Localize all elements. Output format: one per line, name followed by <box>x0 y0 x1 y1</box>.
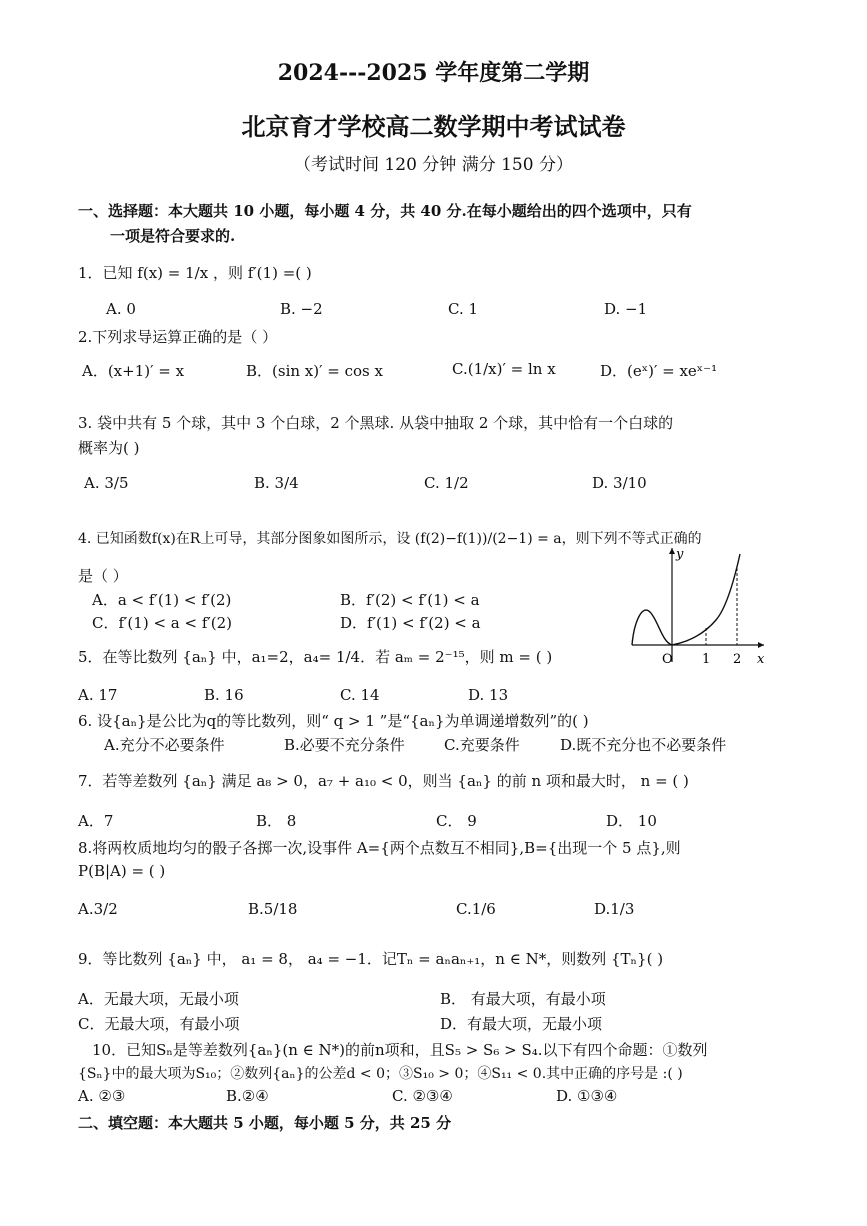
section2-heading: 二、填空题：本大题共 5 小题，每小题 5 分，共 25 分 <box>78 1114 452 1132</box>
question-4-stem-line1: 4. 已知函数f(x)在R上可导，其部分图象如图所示，设 (f(2)−f(1))/(2−1) = a，则下列不等式正确的 <box>78 531 702 547</box>
exam-term-title: 2024---2025 学年度第二学期 <box>277 60 590 86</box>
question-3-stem-line2: 概率为( ) <box>78 439 140 457</box>
question-2-option-b: B．(sin x)′ = cos x <box>246 362 383 380</box>
tick-label-2: 2 <box>733 652 742 667</box>
question-10-option-b: B.②④ <box>226 1087 269 1105</box>
question-9-option-c: C．无最大项，有最小项 <box>78 1015 240 1033</box>
question-2-option-a: A．(x+1)′ = x <box>82 362 185 380</box>
question-7-option-b: B． 8 <box>256 812 297 830</box>
question-10-option-c: C. ②③④ <box>392 1087 453 1105</box>
question-1-option-a: A. 0 <box>106 300 136 318</box>
question-4-stem-line2: 是（ ） <box>78 567 128 585</box>
question-9-option-a: A．无最大项，无最小项 <box>78 990 239 1008</box>
question-8-option-a: A.3/2 <box>78 900 118 918</box>
question-3-stem-line1: 3. 袋中共有 5 个球，其中 3 个白球，2 个黑球. 从袋中抽取 2 个球，其中恰有一个白球的 <box>78 414 674 432</box>
question-3-option-a: A. 3/5 <box>84 474 129 492</box>
question-8-stem-line1: 8.将两枚质地均匀的骰子各掷一次,设事件 A={两个点数互不相同},B={出现一个 5 点},则 <box>78 839 681 857</box>
question-8-option-d: D.1/3 <box>594 900 635 918</box>
question-5-option-d: D. 13 <box>468 686 509 704</box>
section1-heading-cont: 一项是符合要求的. <box>110 227 236 245</box>
question-4-option-d: D．f′(1) < f′(2) < a <box>340 614 481 632</box>
question-6-option-b: B.必要不充分条件 <box>284 736 405 754</box>
question-5-option-a: A. 17 <box>78 686 118 704</box>
question-6-option-d: D.既不充分也不必要条件 <box>560 736 727 754</box>
question-10-option-d: D. ①③④ <box>556 1087 618 1105</box>
question-5-option-b: B. 16 <box>204 686 244 704</box>
origin-label: O <box>662 652 673 667</box>
question-10-option-a: A. ②③ <box>78 1087 126 1105</box>
y-axis-arrow <box>669 548 675 554</box>
question-7-option-c: C． 9 <box>436 812 477 830</box>
question-6-stem: 6. 设{aₙ}是公比为q的等比数列，则“ q > 1 ”是“{aₙ}为单调递增数列”的( ) <box>78 712 589 730</box>
question-5-stem: 5．在等比数列 {aₙ} 中，a₁=2，a₄= 1/4．若 aₘ = 2⁻¹⁵，则 m = ( ) <box>78 648 553 666</box>
question-6-option-a: A.充分不必要条件 <box>104 736 225 754</box>
question-8-stem-line2: P(B|A) = ( ) <box>78 862 166 880</box>
question-1-option-d: D. −1 <box>604 300 648 318</box>
x-axis-arrow <box>758 642 764 648</box>
question-8-option-c: C.1/6 <box>456 900 496 918</box>
question-5-option-c: C. 14 <box>340 686 380 704</box>
question-4-option-c: C．f′(1) < a < f′(2) <box>92 614 233 632</box>
question-9-option-b: B． 有最大项，有最小项 <box>440 990 606 1008</box>
question-2-option-d: D．(eˣ)′ = xeˣ⁻¹ <box>600 362 718 380</box>
function-curve <box>632 554 740 645</box>
question-10-stem-line1: 10．已知Sₙ是等差数列{aₙ}(n ∈ N*)的前n项和，且S₅ > S₆ > S₄.以下有四个命题：①数列 <box>92 1041 708 1059</box>
question-3-option-d: D. 3/10 <box>592 474 647 492</box>
question-7-stem: 7．若等差数列 {aₙ} 满足 a₈ > 0，a₇ + a₁₀ < 0，则当 {aₙ} 的前 n 项和最大时， n = ( ) <box>78 772 689 790</box>
exam-title: 北京育才学校高二数学期中考试试卷 <box>241 112 626 141</box>
question-1-option-b: B. −2 <box>280 300 323 318</box>
question-1-option-c: C. 1 <box>448 300 479 318</box>
function-graph <box>628 542 768 667</box>
x-axis-label: x <box>757 652 765 667</box>
question-2-stem: 2.下列求导运算正确的是（ ） <box>78 328 278 346</box>
question-1-stem: 1．已知 f(x) = 1/x ，则 f′(1) =( ) <box>78 264 312 282</box>
section1-heading: 一、选择题：本大题共 10 小题，每小题 4 分，共 40 分.在每小题给出的四个选项中，只有 <box>78 202 692 220</box>
question-4-option-b: B．f′(2) < f′(1) < a <box>340 591 480 609</box>
question-9-option-d: D．有最大项，无最小项 <box>440 1015 603 1033</box>
question-3-option-b: B. 3/4 <box>254 474 299 492</box>
question-7-option-a: A．7 <box>78 812 114 830</box>
question-3-option-c: C. 1/2 <box>424 474 469 492</box>
y-axis-label: y <box>676 547 684 562</box>
tick-label-1: 1 <box>702 652 711 667</box>
question-10-stem-line2: {Sₙ}中的最大项为S₁₀；②数列{aₙ}的公差d < 0；③S₁₀ > 0；④S₁₁ < 0.其中正确的序号是 :( ) <box>78 1066 683 1082</box>
question-7-option-d: D． 10 <box>606 812 657 830</box>
question-8-option-b: B.5/18 <box>248 900 298 918</box>
question-9-stem: 9．等比数列 {aₙ} 中， a₁ = 8， a₄ = −1．记Tₙ = aₙaₙ₊₁，n ∈ N*，则数列 {Tₙ}( ) <box>78 950 664 968</box>
question-2-option-c: C.(1/x)′ = ln x <box>452 360 556 378</box>
question-4-option-a: A．a < f′(1) < f′(2) <box>92 591 232 609</box>
exam-info: （考试时间 120 分钟 满分 150 分） <box>294 155 573 175</box>
question-6-option-c: C.充要条件 <box>444 736 520 754</box>
